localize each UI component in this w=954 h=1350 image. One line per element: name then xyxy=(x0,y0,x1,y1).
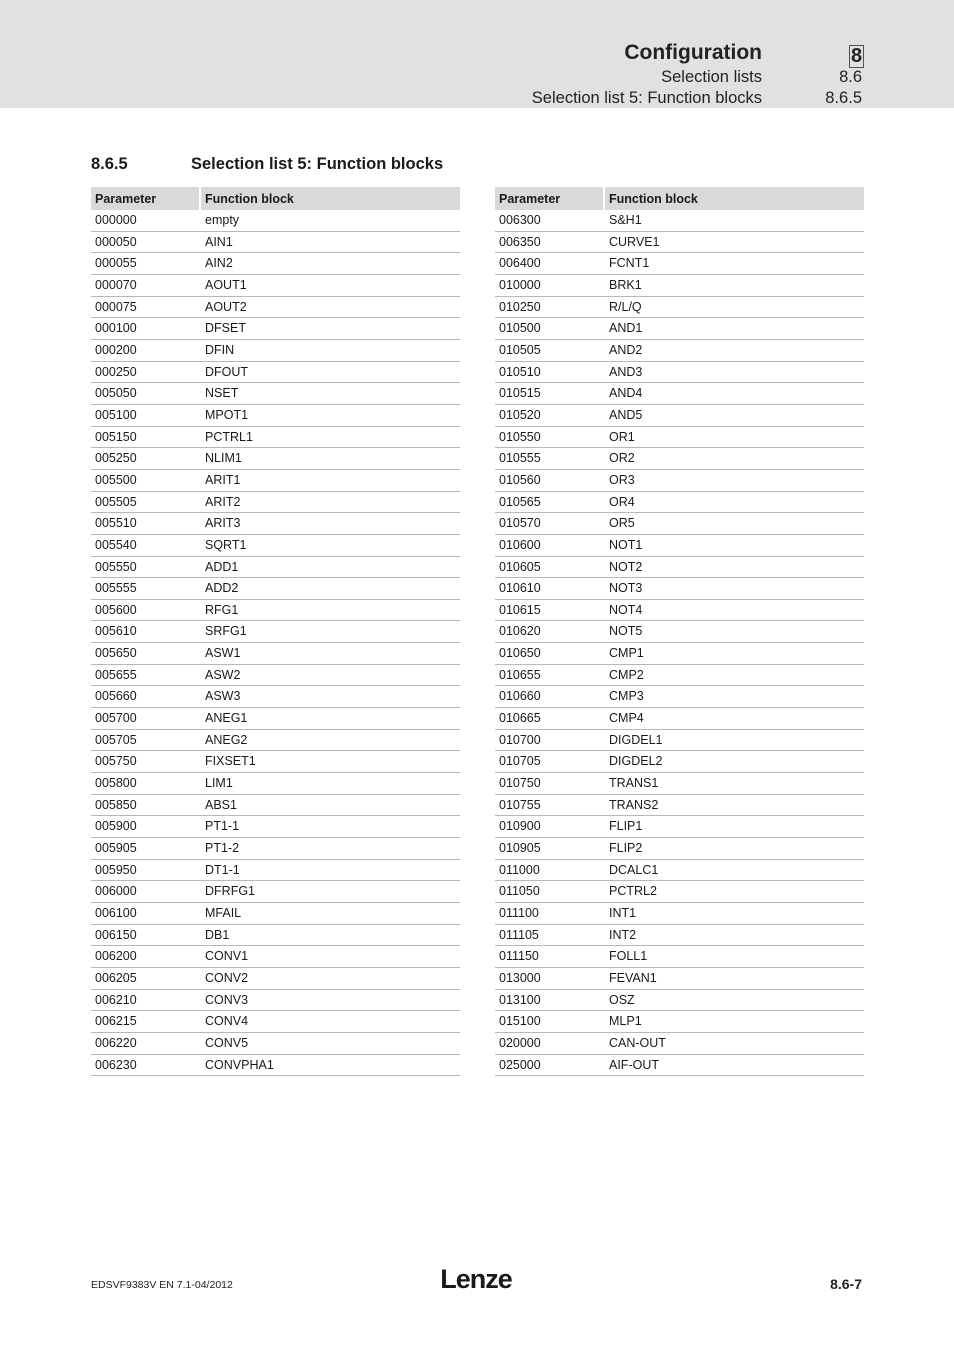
table-row xyxy=(495,448,864,470)
cell-parameter: 005650 xyxy=(95,646,137,661)
cell-parameter: 006210 xyxy=(95,992,137,1007)
cell-parameter: 010250 xyxy=(499,299,541,314)
section-title: Selection list 5: Function blocks xyxy=(191,155,444,173)
table-row xyxy=(91,903,460,925)
cell-parameter: 010750 xyxy=(499,776,541,791)
cell-parameter: 010755 xyxy=(499,797,541,812)
table-row xyxy=(495,470,864,492)
table-row xyxy=(495,600,864,622)
cell-function-block: ARIT3 xyxy=(205,516,241,531)
cell-function-block: ASW2 xyxy=(205,667,241,682)
table-row xyxy=(91,1055,460,1077)
cell-function-block: CONV3 xyxy=(205,992,249,1007)
cell-parameter: 013100 xyxy=(499,992,541,1007)
table-row xyxy=(91,816,460,838)
cell-function-block: OR3 xyxy=(609,472,635,487)
cell-function-block: FIXSET1 xyxy=(205,754,256,769)
cell-parameter: 005150 xyxy=(95,429,137,444)
cell-parameter: 010000 xyxy=(499,277,541,292)
cell-parameter: 006100 xyxy=(95,906,137,920)
cell-function-block: MPOT1 xyxy=(205,407,249,422)
table-row xyxy=(91,708,460,730)
table-row xyxy=(91,860,460,882)
cell-parameter: 010620 xyxy=(499,624,541,639)
section-breadcrumb-label: Selection lists xyxy=(661,68,762,86)
table-row xyxy=(495,968,864,990)
cell-function-block: CONV2 xyxy=(205,970,249,985)
table-row xyxy=(495,946,864,968)
table-row xyxy=(495,427,864,449)
table-body xyxy=(495,210,864,1076)
table-row xyxy=(495,318,864,340)
cell-function-block: ASW3 xyxy=(205,689,241,704)
cell-function-block: FLIP2 xyxy=(609,841,643,856)
cell-function-block: OSZ xyxy=(609,992,635,1007)
table-row xyxy=(495,751,864,773)
cell-parameter: 020000 xyxy=(499,1035,541,1050)
table-row xyxy=(495,1033,864,1055)
cell-parameter: 005050 xyxy=(95,386,137,401)
table-row xyxy=(91,297,460,319)
cell-function-block: CMP4 xyxy=(609,711,644,726)
table-row xyxy=(91,838,460,860)
cell-function-block: AND4 xyxy=(609,386,643,401)
cell-function-block: PCTRL2 xyxy=(609,884,657,899)
cell-function-block: NLIM1 xyxy=(205,451,242,466)
cell-function-block: DFSET xyxy=(205,321,246,336)
table-row xyxy=(495,492,864,514)
column-header-parameter: Parameter xyxy=(91,187,199,210)
table-row xyxy=(91,318,460,340)
table-row xyxy=(91,210,460,232)
table-row xyxy=(91,621,460,643)
cell-function-block: PCTRL1 xyxy=(205,429,253,444)
column-header-parameter: Parameter xyxy=(495,187,603,210)
cell-parameter: 011105 xyxy=(499,927,539,942)
table-row xyxy=(495,557,864,579)
cell-function-block: DFOUT xyxy=(205,364,249,379)
cell-function-block: NOT3 xyxy=(609,581,643,596)
cell-function-block: OR4 xyxy=(609,494,635,509)
document-id: EDSVF9383V EN 7.1-04/2012 xyxy=(91,1279,233,1291)
column-header-function-block: Function block xyxy=(605,187,864,210)
cell-function-block: PT1-1 xyxy=(205,819,240,834)
cell-parameter: 006200 xyxy=(95,949,137,964)
cell-function-block: RFG1 xyxy=(205,602,239,617)
table-row xyxy=(91,427,460,449)
cell-function-block: DIGDEL1 xyxy=(609,732,663,747)
cell-function-block: CONV5 xyxy=(205,1035,249,1050)
cell-parameter: 006000 xyxy=(95,884,137,899)
section-breadcrumb-number: 8.6 xyxy=(839,68,862,86)
lenze-logo xyxy=(437,1263,515,1295)
cell-parameter: 010500 xyxy=(499,321,541,336)
table-row xyxy=(495,838,864,860)
cell-parameter: 010705 xyxy=(499,754,541,769)
table-row xyxy=(495,643,864,665)
cell-parameter: 011050 xyxy=(499,884,540,899)
cell-parameter: 010515 xyxy=(499,386,541,401)
cell-parameter: 010650 xyxy=(499,646,541,661)
cell-function-block: DT1-1 xyxy=(205,862,240,877)
table-row xyxy=(91,448,460,470)
table-row xyxy=(495,1011,864,1033)
table-row xyxy=(495,232,864,254)
cell-function-block: ANEG1 xyxy=(205,711,248,726)
cell-function-block: ANEG2 xyxy=(205,732,248,747)
table-row xyxy=(91,795,460,817)
cell-function-block: LIM1 xyxy=(205,776,233,791)
cell-parameter: 013000 xyxy=(499,970,541,985)
cell-function-block: CMP2 xyxy=(609,667,644,682)
cell-parameter: 005900 xyxy=(95,819,137,834)
cell-parameter: 000070 xyxy=(95,277,137,292)
table-row xyxy=(495,860,864,882)
cell-parameter: 010570 xyxy=(499,516,541,531)
cell-function-block: PT1-2 xyxy=(205,841,240,856)
cell-parameter: 025000 xyxy=(499,1057,541,1072)
table-row xyxy=(91,578,460,600)
cell-function-block: SQRT1 xyxy=(205,537,247,552)
cell-parameter: 010555 xyxy=(499,451,541,466)
cell-parameter: 005500 xyxy=(95,472,137,487)
cell-parameter: 005600 xyxy=(95,602,137,617)
cell-function-block: NOT5 xyxy=(609,624,643,639)
table-row xyxy=(495,686,864,708)
cell-parameter: 010510 xyxy=(499,364,541,379)
cell-parameter: 005655 xyxy=(95,667,137,682)
function-block-table-left xyxy=(91,187,460,1076)
cell-function-block: CAN-OUT xyxy=(609,1035,666,1050)
table-row xyxy=(91,773,460,795)
cell-parameter: 010550 xyxy=(499,429,541,444)
page-number: 8.6-7 xyxy=(830,1276,862,1292)
svg-text:Lenze: Lenze xyxy=(440,1264,512,1294)
table-row xyxy=(91,232,460,254)
cell-parameter: 010600 xyxy=(499,537,541,552)
cell-parameter: 006215 xyxy=(95,1014,137,1029)
table-row xyxy=(91,557,460,579)
cell-parameter: 005550 xyxy=(95,559,137,574)
table-body xyxy=(91,210,460,1076)
cell-function-block: NOT2 xyxy=(609,559,643,574)
cell-function-block: AND3 xyxy=(609,364,643,379)
cell-function-block: TRANS2 xyxy=(609,797,659,812)
cell-function-block: AND2 xyxy=(609,342,643,357)
cell-parameter: 005540 xyxy=(95,537,137,552)
cell-function-block: DFIN xyxy=(205,342,235,357)
table-row xyxy=(91,686,460,708)
table-row xyxy=(495,730,864,752)
cell-function-block: INT2 xyxy=(609,927,637,942)
cell-parameter: 005610 xyxy=(95,624,137,639)
table-row xyxy=(495,816,864,838)
table-row xyxy=(495,708,864,730)
cell-parameter: 000200 xyxy=(95,342,137,357)
cell-function-block: FLIP1 xyxy=(609,819,643,834)
cell-function-block: DFRFG1 xyxy=(205,884,255,899)
cell-function-block: SRFG1 xyxy=(205,624,247,639)
table-row xyxy=(91,470,460,492)
cell-function-block: AND5 xyxy=(609,407,643,422)
table-row xyxy=(495,1055,864,1077)
table-row xyxy=(495,578,864,600)
cell-parameter: 006230 xyxy=(95,1057,137,1072)
cell-parameter: 010565 xyxy=(499,494,541,509)
cell-function-block: CURVE1 xyxy=(609,234,660,249)
table-row xyxy=(91,600,460,622)
cell-parameter: 000055 xyxy=(95,256,137,271)
cell-function-block: ADD1 xyxy=(205,559,239,574)
cell-parameter: 010905 xyxy=(499,841,541,856)
cell-parameter: 005950 xyxy=(95,862,137,877)
table-row xyxy=(91,751,460,773)
cell-function-block: AND1 xyxy=(609,321,643,336)
table-row xyxy=(495,773,864,795)
cell-function-block: MLP1 xyxy=(609,1014,642,1029)
table-row xyxy=(495,405,864,427)
table-row xyxy=(495,210,864,232)
cell-function-block: OR2 xyxy=(609,451,635,466)
table-row xyxy=(91,1011,460,1033)
cell-parameter: 010655 xyxy=(499,667,541,682)
subsection-breadcrumb-number: 8.6.5 xyxy=(825,89,862,107)
table-row xyxy=(91,990,460,1012)
cell-function-block: NOT1 xyxy=(609,537,643,552)
cell-function-block: FEVAN1 xyxy=(609,970,657,985)
table-row xyxy=(91,946,460,968)
cell-parameter: 005510 xyxy=(95,516,137,531)
cell-function-block: CMP1 xyxy=(609,646,644,661)
cell-function-block: CONV4 xyxy=(205,1014,249,1029)
cell-parameter: 005750 xyxy=(95,754,137,769)
cell-parameter: 011100 xyxy=(499,906,539,920)
cell-parameter: 006350 xyxy=(499,234,541,249)
table-row xyxy=(495,881,864,903)
cell-parameter: 000000 xyxy=(95,213,137,227)
cell-function-block: AIN1 xyxy=(205,234,233,249)
cell-function-block: empty xyxy=(205,213,240,227)
chapter-title: Configuration xyxy=(624,41,762,64)
cell-parameter: 000075 xyxy=(95,299,137,314)
cell-function-block: INT1 xyxy=(609,906,637,920)
cell-parameter: 006400 xyxy=(499,256,541,271)
table-row xyxy=(91,1033,460,1055)
cell-function-block: OR5 xyxy=(609,516,635,531)
cell-parameter: 010615 xyxy=(499,602,541,617)
table-row xyxy=(495,925,864,947)
cell-function-block: AIN2 xyxy=(205,256,233,271)
subsection-breadcrumb-label: Selection list 5: Function blocks xyxy=(531,89,762,107)
cell-function-block: DIGDEL2 xyxy=(609,754,663,769)
cell-parameter: 005700 xyxy=(95,711,137,726)
cell-function-block: ABS1 xyxy=(205,797,237,812)
cell-function-block: BRK1 xyxy=(609,277,642,292)
cell-function-block: AOUT1 xyxy=(205,277,247,292)
table-row xyxy=(91,730,460,752)
cell-function-block: OR1 xyxy=(609,429,635,444)
table-header-row xyxy=(495,187,864,210)
cell-parameter: 010700 xyxy=(499,732,541,747)
table-row xyxy=(91,535,460,557)
cell-parameter: 006220 xyxy=(95,1035,137,1050)
cell-parameter: 005250 xyxy=(95,451,137,466)
cell-function-block: DB1 xyxy=(205,927,230,942)
table-row xyxy=(495,513,864,535)
table-row xyxy=(495,253,864,275)
cell-parameter: 006300 xyxy=(499,213,541,227)
cell-parameter: 005800 xyxy=(95,776,137,791)
table-row xyxy=(495,795,864,817)
cell-parameter: 005505 xyxy=(95,494,137,509)
cell-parameter: 006150 xyxy=(95,927,137,942)
table-row xyxy=(495,362,864,384)
table-row xyxy=(495,275,864,297)
column-header-function-block: Function block xyxy=(201,187,460,210)
cell-parameter: 011000 xyxy=(499,862,540,877)
cell-parameter: 000250 xyxy=(95,364,137,379)
table-row xyxy=(91,253,460,275)
cell-parameter: 010505 xyxy=(499,342,541,357)
cell-function-block: AIF-OUT xyxy=(609,1057,659,1072)
cell-function-block: TRANS1 xyxy=(609,776,659,791)
cell-function-block: AOUT2 xyxy=(205,299,247,314)
table-row xyxy=(91,643,460,665)
cell-function-block: NOT4 xyxy=(609,602,643,617)
table-row xyxy=(495,621,864,643)
cell-function-block: ADD2 xyxy=(205,581,239,596)
cell-parameter: 005100 xyxy=(95,407,137,422)
table-row xyxy=(91,492,460,514)
cell-parameter: 010610 xyxy=(499,581,541,596)
chapter-number-box: 8 xyxy=(850,45,863,67)
cell-function-block: CONV1 xyxy=(205,949,249,964)
cell-function-block: FOLL1 xyxy=(609,949,648,964)
table-row xyxy=(91,881,460,903)
cell-parameter: 005850 xyxy=(95,797,137,812)
cell-function-block: R/L/Q xyxy=(609,299,642,314)
cell-parameter: 015100 xyxy=(499,1014,541,1029)
section-number: 8.6.5 xyxy=(91,155,128,173)
cell-parameter: 010605 xyxy=(499,559,541,574)
cell-parameter: 000100 xyxy=(95,321,137,336)
table-row xyxy=(91,383,460,405)
table-row xyxy=(91,665,460,687)
table-row xyxy=(91,925,460,947)
table-row xyxy=(91,968,460,990)
table-row xyxy=(495,535,864,557)
table-row xyxy=(91,275,460,297)
cell-function-block: DCALC1 xyxy=(609,862,659,877)
cell-parameter: 005905 xyxy=(95,841,137,856)
cell-function-block: MFAIL xyxy=(205,906,242,920)
table-row xyxy=(91,405,460,427)
table-header-row xyxy=(91,187,460,210)
cell-function-block: ARIT1 xyxy=(205,472,241,487)
cell-parameter: 005660 xyxy=(95,689,137,704)
table-row xyxy=(91,362,460,384)
cell-function-block: ARIT2 xyxy=(205,494,241,509)
table-row xyxy=(91,340,460,362)
cell-function-block: CMP3 xyxy=(609,689,644,704)
cell-parameter: 010660 xyxy=(499,689,541,704)
cell-parameter: 006205 xyxy=(95,970,137,985)
cell-function-block: NSET xyxy=(205,386,239,401)
cell-function-block: ASW1 xyxy=(205,646,241,661)
table-row xyxy=(495,665,864,687)
table-row xyxy=(495,990,864,1012)
cell-parameter: 005705 xyxy=(95,732,137,747)
table-row xyxy=(495,383,864,405)
cell-parameter: 010900 xyxy=(499,819,541,834)
cell-function-block: S&H1 xyxy=(609,213,642,227)
cell-function-block: CONVPHA1 xyxy=(205,1057,274,1072)
cell-parameter: 000050 xyxy=(95,234,137,249)
table-row xyxy=(495,903,864,925)
cell-parameter: 005555 xyxy=(95,581,137,596)
page-header xyxy=(0,0,954,108)
cell-parameter: 010520 xyxy=(499,407,541,422)
table-row xyxy=(495,297,864,319)
function-block-table-right xyxy=(495,187,864,1076)
table-row xyxy=(91,513,460,535)
cell-parameter: 011150 xyxy=(499,949,539,964)
cell-parameter: 010560 xyxy=(499,472,541,487)
cell-parameter: 010665 xyxy=(499,711,541,726)
table-row xyxy=(495,340,864,362)
cell-function-block: FCNT1 xyxy=(609,256,650,271)
